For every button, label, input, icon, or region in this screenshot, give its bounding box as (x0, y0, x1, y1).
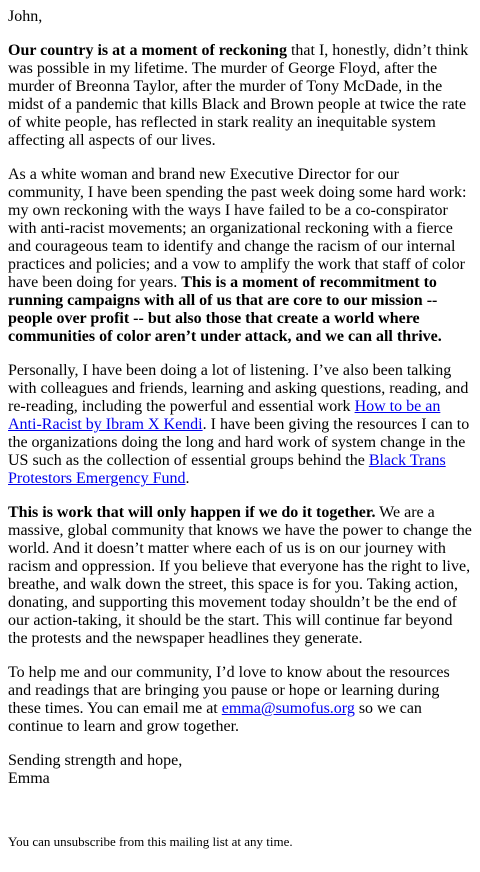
emphasis-text: This is work that will only happen if we do it together. (8, 504, 376, 521)
paragraph-3 (8, 362, 472, 488)
paragraph-2 (8, 166, 472, 346)
body-text: . (185, 470, 190, 487)
body-text: As a white woman and brand new Executive Director for our community, I have been spending the past week doing some hard work: my own reckoning with the ways I have failed to be a co-conspirator with anti-racist movements; an organizational reckoning with a fierce and courageous team to identify and change the racism of our internal practices and policies; and a vow to amplify the work that staff of color have been doing for years. (8, 166, 467, 291)
body-text: Personally, I have been doing a lot of listening. I’ve also been talking with colleagues and friends, learning and asking questions, reading, and re-reading, including the powerful and essential work (8, 362, 469, 415)
body-text: . I have been giving the resources I can to the organizations doing the long and hard work of system change in the US such as the collection of essential groups behind the (8, 416, 470, 469)
unsubscribe-footer: You can unsubscribe from this mailing list at any time. (8, 834, 293, 849)
body-text: so we can continue to learn and grow together. (8, 700, 422, 735)
signoff-line: Sending strength and hope, (8, 752, 183, 769)
paragraph-4 (8, 504, 472, 648)
trans-protestors-fund-link[interactable]: Black Trans Protestors Emergency Fund (8, 452, 446, 487)
email-address-link[interactable]: emma@sumofus.org (221, 700, 355, 717)
body-text: To help me and our community, I’d love to know about the resources and readings that are bringing you pause or hope or learning during these times. You can email me at (8, 664, 450, 717)
body-text: that I, honestly, didn’t think was possible in my lifetime. The murder of George Floyd, after the murder of Breonna Taylor, after the murder of Tony McDade, in the midst of a pandemic that kills Black and Brown people at twice the rate of white people, has reflected in stark reality an inequitable system affecting all aspects of our lives. (8, 42, 469, 149)
kendi-book-link[interactable]: How to be an Anti-Racist by Ibram X Kendi (8, 398, 441, 433)
greeting: John, (8, 8, 43, 25)
emphasis-text: Our country is at a moment of reckoning (8, 42, 287, 59)
paragraph-5 (8, 664, 472, 736)
signature: Emma (8, 770, 50, 787)
body-text: We are a massive, global community that knows we have the power to change the world. And it doesn’t matter where each of us is on our journey with racism and oppression. If you believe that everyone has the right to live, breathe, and walk down the street, this space is for you. Taking action, donating, and supporting this movement today shouldn’t be the end of our action-taking, it should be the start. This will continue far beyond the protests and the newspaper headlines they generate. (8, 504, 472, 647)
paragraph-1 (8, 42, 472, 150)
signoff-block (8, 752, 472, 788)
emphasis-text: This is a moment of recommitment to running campaigns with all of us that are core to our mission -- people over profit -- but also those that create a world where communities of color aren’t under attack, and we can all thrive. (8, 274, 442, 345)
